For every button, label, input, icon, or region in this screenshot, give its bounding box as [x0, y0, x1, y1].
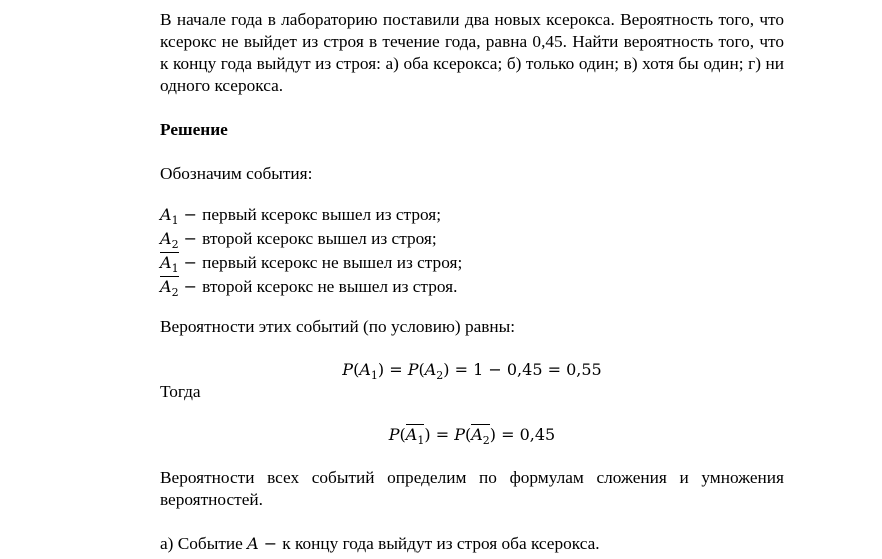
- part-a-text: к концу года выйдут из строя оба ксерокса.: [282, 534, 600, 553]
- event-text: второй ксерокс не вышел из строя.: [202, 277, 458, 296]
- event-dash: −: [178, 205, 203, 224]
- part-a-dash: −: [258, 534, 283, 553]
- then-text: Тогда: [160, 382, 201, 401]
- event-overline: [160, 252, 179, 273]
- equation-probabilities: $P(A_1) = P(A_2) = 1 - 0,45 = 0,55$: [342, 360, 602, 382]
- event-definition: [160, 276, 784, 300]
- problem-text: В начале года в лабораторию поставили два новых ксерокса. Вероятность того, что ксерокс не выйдет из строя в течение года, равна 0,45. Найти вероятность того, что к концу года выйдут из строя: а) оба ксерокса; б) только один; в) хотя бы один; г) ни одного ксерокса.: [160, 10, 784, 95]
- eq2-overline-2: [471, 424, 490, 445]
- event-definition: [160, 228, 784, 252]
- event-dash: −: [178, 229, 203, 248]
- eq1-tail: = 1 − 0,45 = 0,55: [449, 360, 602, 379]
- events-intro: Обозначим события:: [160, 164, 313, 183]
- event-definition: [160, 204, 784, 228]
- eq2-overline-1: [406, 424, 425, 445]
- equation-complements: $P(A_1) = P(A_2) = 0,45$: [388, 425, 556, 447]
- problem-statement: [160, 9, 784, 97]
- eq2-a1: A: [405, 425, 418, 444]
- event-index: 2: [171, 286, 179, 299]
- formulas-text: Вероятности всех событий определим по формулам сложения и умножения вероятностей.: [160, 468, 784, 509]
- event-text: первый ксерокс вышел из строя;: [202, 205, 442, 224]
- eq2-i1: 1: [417, 434, 425, 447]
- eq2-p2: P: [454, 425, 465, 444]
- eq2-p1: P: [388, 425, 400, 444]
- event-definition: [160, 252, 784, 276]
- eq1-p2: P: [407, 360, 419, 379]
- eq2-tail: = 0,45: [496, 425, 556, 444]
- part-a: [160, 533, 784, 555]
- event-index: 2: [171, 238, 179, 251]
- event-text: первый ксерокс не вышел из строя;: [202, 253, 463, 272]
- part-a-prefix: а) Событие: [160, 534, 248, 553]
- event-symbol: A: [160, 205, 172, 224]
- solution-heading: Решение: [160, 120, 228, 139]
- eq1-a1: A: [359, 360, 371, 379]
- event-index: 1: [171, 214, 179, 227]
- event-dash: −: [178, 253, 203, 272]
- event-overline: [160, 276, 179, 297]
- eq1-p1: P: [342, 360, 354, 379]
- eq1-i1: 1: [370, 369, 378, 382]
- event-text: второй ксерокс вышел из строя;: [202, 229, 437, 248]
- probabilities-intro: Вероятности этих событий (по условию) равны:: [160, 317, 516, 336]
- event-dash: −: [178, 277, 203, 296]
- event-symbol: A: [160, 253, 172, 272]
- eq1-a2: A: [424, 360, 437, 379]
- eq2-a2: A: [471, 425, 483, 444]
- events-list: [160, 204, 784, 300]
- eq2-i2: 2: [482, 434, 490, 447]
- event-index: 1: [171, 262, 179, 275]
- event-symbol: A: [160, 229, 172, 248]
- event-symbol: A: [160, 277, 172, 296]
- part-a-symbol: A: [247, 534, 259, 553]
- eq1-i2: 2: [436, 369, 444, 382]
